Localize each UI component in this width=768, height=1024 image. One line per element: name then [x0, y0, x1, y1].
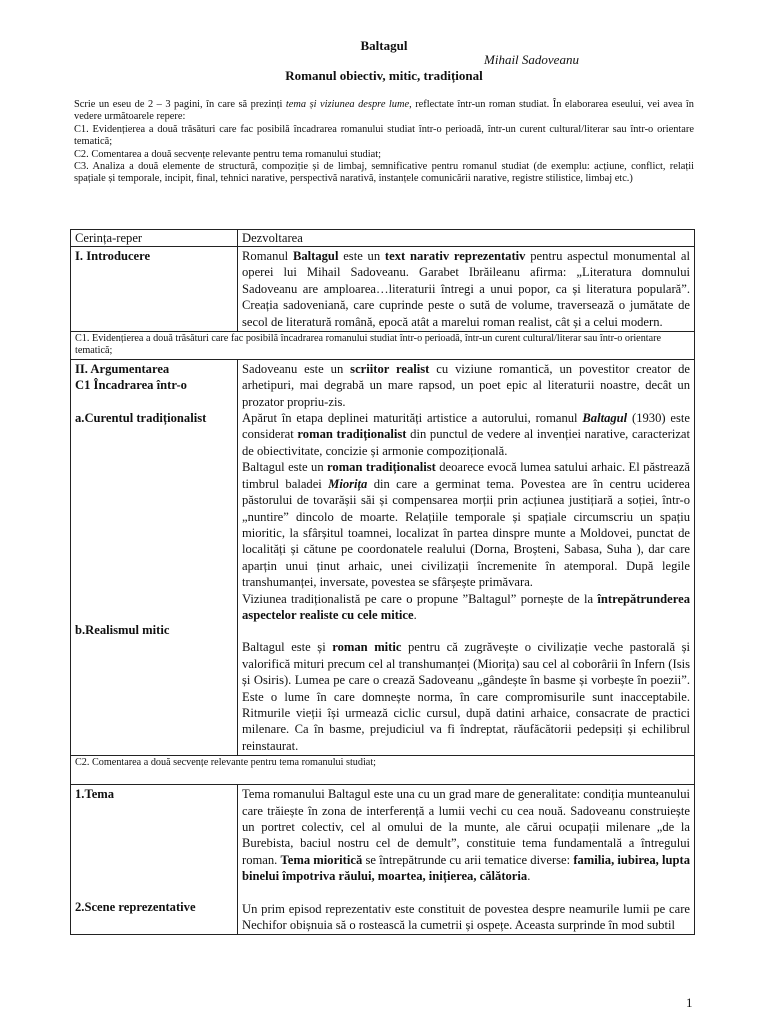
label-introducere: I. Introducere: [71, 247, 238, 332]
table-row-tema: [71, 785, 695, 935]
table-row-argumentarea: [71, 359, 695, 755]
header-dezvoltarea: Dezvoltarea: [238, 230, 695, 247]
text-argumentarea: Sadoveanu este un scriitor realist cu viziune romantică, un povestitor creator de arhetipuri, mai degrabă un mare rapsod, un poet epic al literaturii noastre, decât un prozator propriu-zis. Apărut în etapa deplinei maturități artistice a autorului, romanul Baltagul (1930) este considerat roman tradiționalist din punctul de vedere al invenției narative, caracterizat de obiectivitate, concizie și armonie compozițională. Baltagul este un roman tradiționalist deoarece evocă lumea satului arhaic. El păstrează timbrul baladei Miorița din care a germinat tema. Povestea are în centru uciderea păstorului de tovarășii săi și compensarea morții prin acțiunea justițiară a soției, într-o „nuntire” dincolo de moarte. Relațiile temporale și spațiale circumscriu un spațiu mioritic, la sfârșitul toamnei, localizat în partea dinspre munte a Moldovei, punctat de localități și cătune pe coordonatele realului (Dorna, Broșteni, Sabasa, Suha ), dar care aparțin unui ținut arhaic, unei civilizații încremenite în atemporal. După legile transhumanței, inversate, povestea se sfârșește primăvara. Viziunea tradiționalistă pe care o propune ”Baltagul” pornește de la întrepătrunderea aspectelor realiste cu cele mitice. Baltagul este și roman mitic pentru că zugrăvește o civilizație veche pastorală și valorifică mituri precum cel al transhumanței (Miorița) sau cel al coborârii în Infern (Isis și Osiris). Lumea pe care o crează Sadoveanu „gândește în basme și vorbește în poezii”. Este o lume în care domnește norma, în care compromisurile sunt inacceptabile. Ritmurile vieții își urmează ciclic cursul, după datini arhaice, consacrate de practici milenare. Ca în basme, prejudiciul va fi îndreptat, răufăcătorii pedepsiți și echilibrul reinstaurat.: [238, 359, 695, 755]
instructions-intro: Scrie un eseu de 2 – 3 pagini, în care să prezinți tema și viziunea despre lume, reflectate într-un roman studiat. În elaborarea eseului, vei avea în vedere următoarele repere:: [74, 99, 694, 123]
text-introducere: Romanul Baltagul este un text narativ reprezentativ pentru aspectul monumental al operei lui Mihail Sadoveanu. Garabet Ibrăileanu afirma: „Literatura domnului Sadoveanu are amploarea…literaturii întregi a unui popor, ca și literatura populară”. Creația sadoveniană, care cuprinde peste o sută de volume, traversează o jumătate de secol de literatură română, epocă atât a marelui roman realist, cât și a celui modern.: [238, 247, 695, 332]
label-realismul-mitic: b.Realismul mitic: [75, 623, 170, 638]
label-curentul-traditionalist: a.Curentul tradiționalist: [75, 410, 207, 425]
text-tema: Tema romanului Baltagul este una cu un grad mare de generalitate: condiția munteanului care trăiește în zona de interferență a lumii vechi cu cea nouă. Sadoveanu construiește un portret colectiv, cel al omului de la munte, ale cărui ocupații milenare „de la Burebista, baciul nostru cel de demult”, constituie tema fundamentală a întregului roman. Tema mioritică se întrepătrunde cu arii tematice diverse: familia, iubirea, lupta binelui împotriva răului, moartea, inițierea, călătoria. Un prim episod reprezentativ este constituit de povestea despre neamurile lumii pe care Nechifor obișnuia să o rostească la cumetrii și ospețe. Aceasta surprinde în mod subtil: [238, 785, 695, 935]
label-argumentarea: II. Argumentarea C1 Încadrarea într-o a.Curentul tradiționalist b.Realismul mitic: [71, 359, 238, 755]
author-name: Mihail Sadoveanu: [484, 52, 579, 67]
table-row-c1: [71, 332, 695, 360]
document-title: Baltagul: [360, 38, 408, 53]
table-header-row: [71, 230, 695, 247]
document-subtitle: Romanul obiectiv, mitic, tradițional: [285, 68, 483, 83]
table-row-c2: [71, 756, 695, 785]
page-number: 1: [686, 995, 693, 1010]
instructions-c2: C2. Comentarea a două secvențe relevante pentru tema romanului studiat;: [74, 148, 381, 160]
label-scene-reprezentative: 2.Scene reprezentative: [75, 899, 196, 914]
label-tema: 1.Tema 2.Scene reprezentative: [71, 785, 238, 935]
header-cerinta: Cerința-reper: [71, 230, 238, 247]
instructions-c1: C1. Evidențierea a două trăsături care fac posibilă încadrarea romanului studiat într-o perioadă, într-un curent cultural/literar sau într-o orientare tematică;: [74, 123, 694, 148]
table-row-introducere: [71, 247, 695, 332]
criterion-c1: C1. Evidențierea a două trăsături care fac posibilă încadrarea romanului studiat într-o perioadă, într-un curent cultural/literar sau într-o orientare tematică;: [71, 332, 695, 360]
essay-table: [70, 229, 695, 935]
essay-instructions: [74, 99, 694, 186]
instructions-c3: C3. Analiza a două elemente de structură, compoziție și de limbaj, semnificative pentru romanul studiat (de exemplu: acțiune, conflict, relații spațiale și temporale, incipit, final, tehnici narative, perspectivă narativă, instanțele comunicării narative, registre stilistice, limbaj etc.): [74, 161, 694, 185]
criterion-c2: C2. Comentarea a două secvențe relevante pentru tema romanului studiat;: [71, 756, 695, 785]
